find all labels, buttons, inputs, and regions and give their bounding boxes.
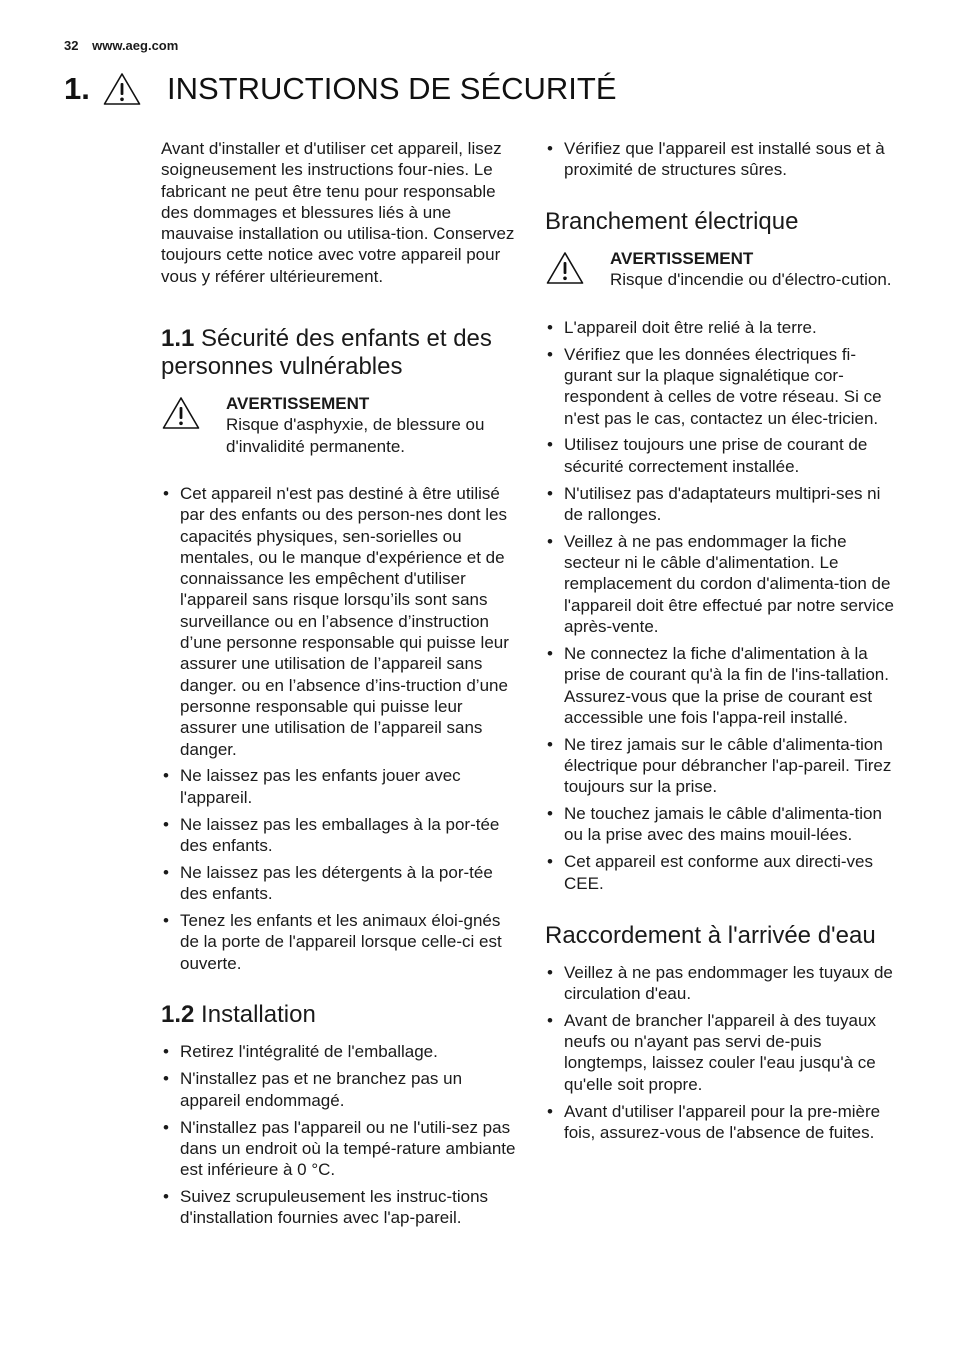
electrical-heading: Branchement électrique [545,208,799,236]
section-title: Installation [201,1001,316,1029]
list-item: • Suivez scrupuleusement les instruc-tions d'installation fournies avec l'ap-pareil. [161,1186,517,1229]
list-item: • N'installez pas l'appareil ou ne l'utili-sez pas dans un endroit où la tempé-rature ambiante est inférieure à 0 °C. [161,1117,517,1181]
list-item: • Avant d'utiliser l'appareil pour la pre-mière fois, assurez-vous de l'absence de fuites. [545,1101,897,1144]
left-column [161,138,517,1234]
page-title [64,66,617,112]
page-header [64,38,178,53]
list-item: • Vérifiez que l'appareil est installé sous et à proximité de structures sûres. [545,138,897,181]
intro-paragraph: Avant d'installer et d'utiliser cet appareil, lisez soigneusement les instructions four-nies. Le fabricant ne peut être tenu pour responsable des dommages et blessures liés à une mauvaise installation ou utilisa-tion. Conservez toujours cette notice avec votre appareil pour vous y référer ultérieurement. [161,139,515,286]
section-1-1-heading [161,325,517,381]
water-heading: Raccordement à l'arrivée d'eau [545,921,876,949]
list-item: • Ne tirez jamais sur le câble d'alimenta-tion électrique pour débrancher l'ap-pareil. Tirez toujours sur la prise. [545,734,897,798]
warning-text: Risque d'incendie ou d'électro-cution. [610,270,892,290]
installation-list-continued [545,138,897,181]
website-link[interactable]: www.aeg.com [92,38,179,53]
list-item: • Cet appareil est conforme aux directi-ves CEE. [545,851,897,894]
warning-title: AVERTISSEMENT [226,394,370,414]
section-1-2-heading [161,1001,517,1029]
page-number: 32 [64,38,79,53]
right-column [545,138,897,1149]
list-item: • Ne laissez pas les emballages à la por-tée des enfants. [161,814,517,857]
warning-triangle-icon [545,250,585,286]
warning-box [545,248,897,291]
electrical-list [545,317,897,894]
warning-triangle-icon [102,71,142,107]
installation-list [161,1041,517,1228]
warning-title: AVERTISSEMENT [610,249,754,269]
section-number: 1.1 [161,325,195,353]
chapter-number: 1. [64,71,90,106]
list-item: • Veillez à ne pas endommager la fiche secteur ni le câble d'alimentation. Le remplacement du cordon d'alimenta-tion de l'appareil doit être effectué par notre service après-vente. [545,531,897,637]
list-item: • N'installez pas et ne branchez pas un appareil endommagé. [161,1068,517,1111]
list-item: • Ne connectez la fiche d'alimentation à la prise de courant qu'à la fin de l'ins-tallation. Assurez-vous que la prise de courant est accessible une fois l'appa-reil installé. [545,643,897,728]
children-safety-list [161,483,517,974]
section-number: 1.2 [161,1001,195,1029]
warning-box [161,393,517,457]
list-item: • Utilisez toujours une prise de courant de sécurité correctement installée. [545,434,897,477]
list-item: • Ne laissez pas les détergents à la por-tée des enfants. [161,862,517,905]
list-item: • N'utilisez pas d'adaptateurs multipri-ses ni de rallonges. [545,483,897,526]
list-item: • Ne laissez pas les enfants jouer avec l'appareil. [161,765,517,808]
list-item: • Retirez l'intégralité de l'emballage. [161,1041,517,1062]
list-item: • Vérifiez que les données électriques fi-gurant sur la plaque signalétique cor-respondent à celles de votre réseau. Si ce n'est pas le cas, contactez un élec-tricien. [545,344,897,429]
list-item: • Tenez les enfants et les animaux éloi-gnés de la porte de l'appareil lorsque celle-ci est ouverte. [161,910,517,974]
list-item: • Ne touchez jamais le câble d'alimenta-tion ou la prise avec des mains mouil-lées. [545,803,897,846]
list-item: • Cet appareil n'est pas destiné à être utilisé par des enfants ou des person-nes dont les capacités physiques, sen-sorielles ou mentales, ou le manque d'expérience et de connaissance les empêchent d'utiliser l'appareil sans risque lorsqu’ils sont sans surveillance ou en l’absence d’instruction d’une personne responsable qui puisse leur assurer une utilisation de l’appareil sans danger. ou en l’absence d’ins-truction d’une personne responsable qui puisse leur assurer une utilisation de l’appareil sans danger. [161,483,517,760]
section-title: Sécurité des enfants et des personnes vulnérables [161,325,492,381]
chapter-title: INSTRUCTIONS DE SÉCURITÉ [167,71,617,106]
warning-text: Risque d'asphyxie, de blessure ou d'invalidité permanente. [226,415,485,456]
list-item: • Veillez à ne pas endommager les tuyaux de circulation d'eau. [545,962,897,1005]
warning-triangle-icon [161,395,201,431]
list-item: • L'appareil doit être relié à la terre. [545,317,897,338]
list-item: • Avant de brancher l'appareil à des tuyaux neufs ou n'ayant pas servi de-puis longtemps, laissez couler l'eau jusqu'à ce qu'elle soit propre. [545,1010,897,1095]
water-list [545,962,897,1144]
